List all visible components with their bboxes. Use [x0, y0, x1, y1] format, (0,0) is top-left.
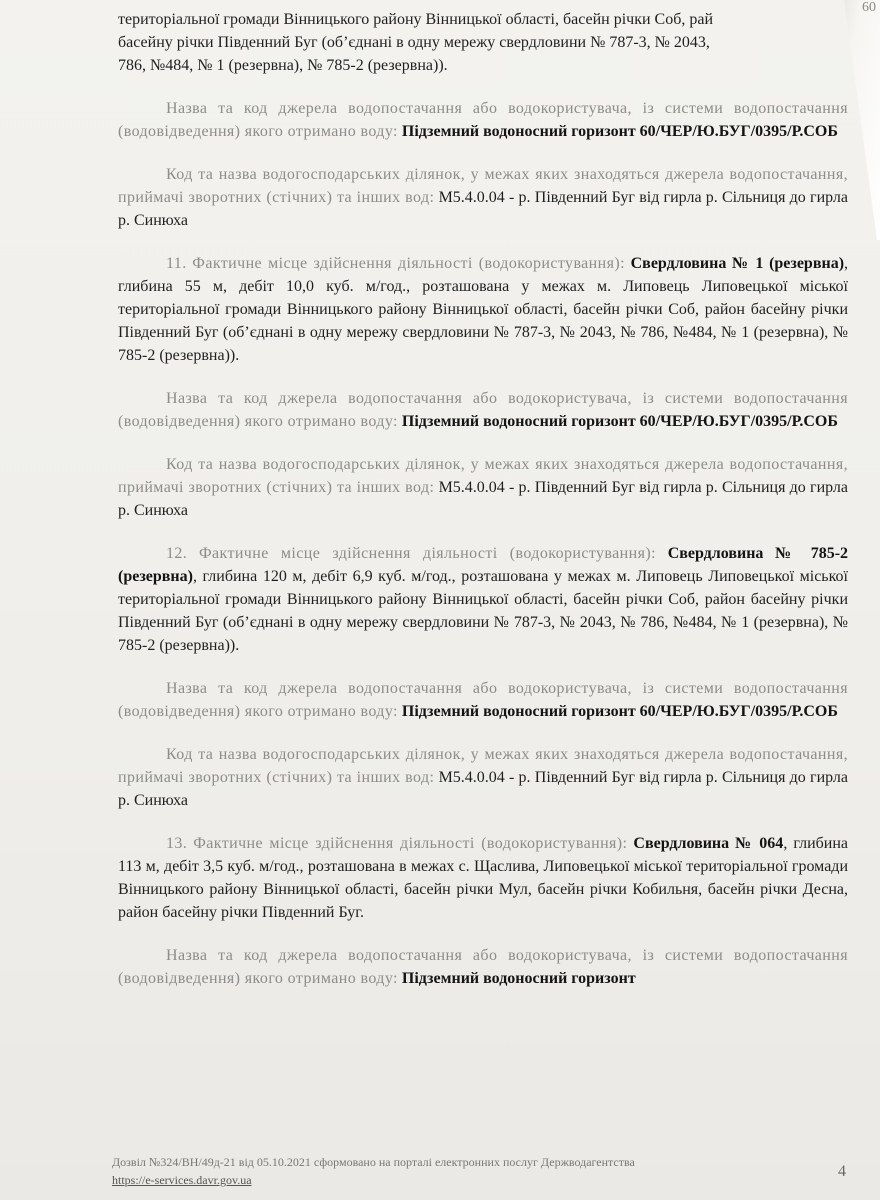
item-number: 11. — [166, 255, 187, 272]
well-details: , глибина 113 м, дебіт 3,5 куб. м/год., розташована в межах с. Щаслива, Липовецької міської територіальної громади Вінницького району Вінницької області, басейн річки Мул, басейн річки Кобильня, басейн річки Десна, район басейну річки Південний Буг. — [118, 835, 849, 921]
source-paragraph-2 — [118, 387, 848, 433]
basin-paragraph-3 — [118, 743, 848, 812]
well-title: Свердловина № 1 (резервна) — [630, 255, 845, 272]
continuation-line-2: басейну річки Південний Буг (об’єднані в одну мережу свердловини № 787-3, № 2043, — [118, 34, 710, 51]
source-value: Підземний водоносний горизонт 60/ЧЕР/Ю.БУГ/0395/Р.СОБ — [401, 703, 838, 720]
place-label: Фактичне місце здійснення діяльності (водокористування): — [193, 835, 628, 852]
basin-label: Код та назва водогосподарських ділянок, у межах яких знаходяться джерела водопостачання, приймачі зворотних (стічних) та інших вод: — [118, 166, 848, 206]
basin-value: M5.4.0.04 - р. Південний Буг від гирла р. Сільниця до гирла р. Синюха — [118, 769, 849, 809]
source-value: Підземний водоносний горизонт — [401, 970, 636, 987]
source-label: Назва та код джерела водопостачання або водокористувача, із системи водопостачання (водовідведення) якого отримано воду: — [118, 390, 848, 430]
well-title: Свердловина № 064 — [633, 835, 784, 852]
footer-permit-text: Дозвіл №324/ВН/49д-21 від 05.10.2021 сформовано на порталі електронних послуг Держводагентства — [112, 1155, 635, 1169]
corner-number: 60 — [862, 0, 876, 15]
e-services-link[interactable]: https://e-services.davr.gov.ua — [112, 1173, 252, 1187]
basin-value: M5.4.0.04 - р. Південний Буг від гирла р. Сільниця до гирла р. Синюха — [118, 479, 849, 519]
footer — [112, 1153, 832, 1189]
source-label: Назва та код джерела водопостачання або водокористувача, із системи водопостачання (водовідведення) якого отримано воду: — [118, 680, 848, 720]
basin-paragraph-2 — [118, 453, 848, 522]
well-title: Свердловина № 785-2 (резервна) — [118, 545, 849, 585]
source-value: Підземний водоносний горизонт 60/ЧЕР/Ю.БУГ/0395/Р.СОБ — [401, 413, 838, 430]
source-label: Назва та код джерела водопостачання або водокористувача, із системи водопостачання (водовідведення) якого отримано воду: — [118, 100, 848, 140]
source-label: Назва та код джерела водопостачання або водокористувача, із системи водопостачання (водовідведення) якого отримано воду: — [118, 947, 848, 987]
basin-value: M5.4.0.04 - р. Південний Буг від гирла р. Сільниця до гирла р. Синюха — [118, 189, 849, 229]
place-label: Фактичне місце здійснення діяльності (водокористування): — [198, 545, 656, 562]
basin-label: Код та назва водогосподарських ділянок, у межах яких знаходяться джерела водопостачання, приймачі зворотних (стічних) та інших вод: — [118, 746, 848, 786]
item-11-paragraph — [118, 252, 848, 367]
item-number: 12. — [166, 545, 188, 562]
well-details: , глибина 55 м, дебіт 10,0 куб. м/год., розташована у межах м. Липовець Липовецької міської територіальної громади Вінницького району Вінницької області, басейн річки Соб, район басейну річки Південний Буг (об’єднані в одну мережу свердловини № 787-3, № 2043, № 786, №484, № 1 (резервна), № 785-2 (резервна)). — [118, 255, 849, 364]
continuation-line-1: територіальної громади Вінницького району Вінницької області, басейн річки Соб, рай — [118, 11, 714, 28]
page-number: 4 — [838, 1163, 846, 1180]
item-number: 13. — [166, 835, 188, 852]
source-paragraph-3 — [118, 677, 848, 723]
source-paragraph-4 — [118, 944, 848, 990]
basin-label: Код та назва водогосподарських ділянок, у межах яких знаходяться джерела водопостачання, приймачі зворотних (стічних) та інших вод: — [118, 456, 848, 496]
source-paragraph-1 — [118, 97, 848, 143]
item-12-paragraph — [118, 542, 848, 657]
source-value: Підземний водоносний горизонт 60/ЧЕР/Ю.БУГ/0395/Р.СОБ — [401, 123, 838, 140]
continuation-paragraph — [118, 0, 848, 77]
well-details: , глибина 120 м, дебіт 6,9 куб. м/год., розташована у межах м. Липовець Липовецької міської територіальної громади Вінницького району Вінницької області, басейн річки Соб, район басейну річки Південний Буг (об’єднані в одну мережу свердловини № 787-3, № 2043, № 786, №484, № 1 (резервна), № 785-2 (резервна)). — [118, 568, 848, 654]
place-label: Фактичне місце здійснення діяльності (водокористування): — [192, 255, 625, 272]
continuation-line-3: 786, №484, № 1 (резервна), № 785-2 (резервна)). — [118, 57, 448, 74]
document-body — [118, 0, 848, 990]
item-13-paragraph — [118, 832, 848, 924]
basin-paragraph-1 — [118, 163, 848, 232]
